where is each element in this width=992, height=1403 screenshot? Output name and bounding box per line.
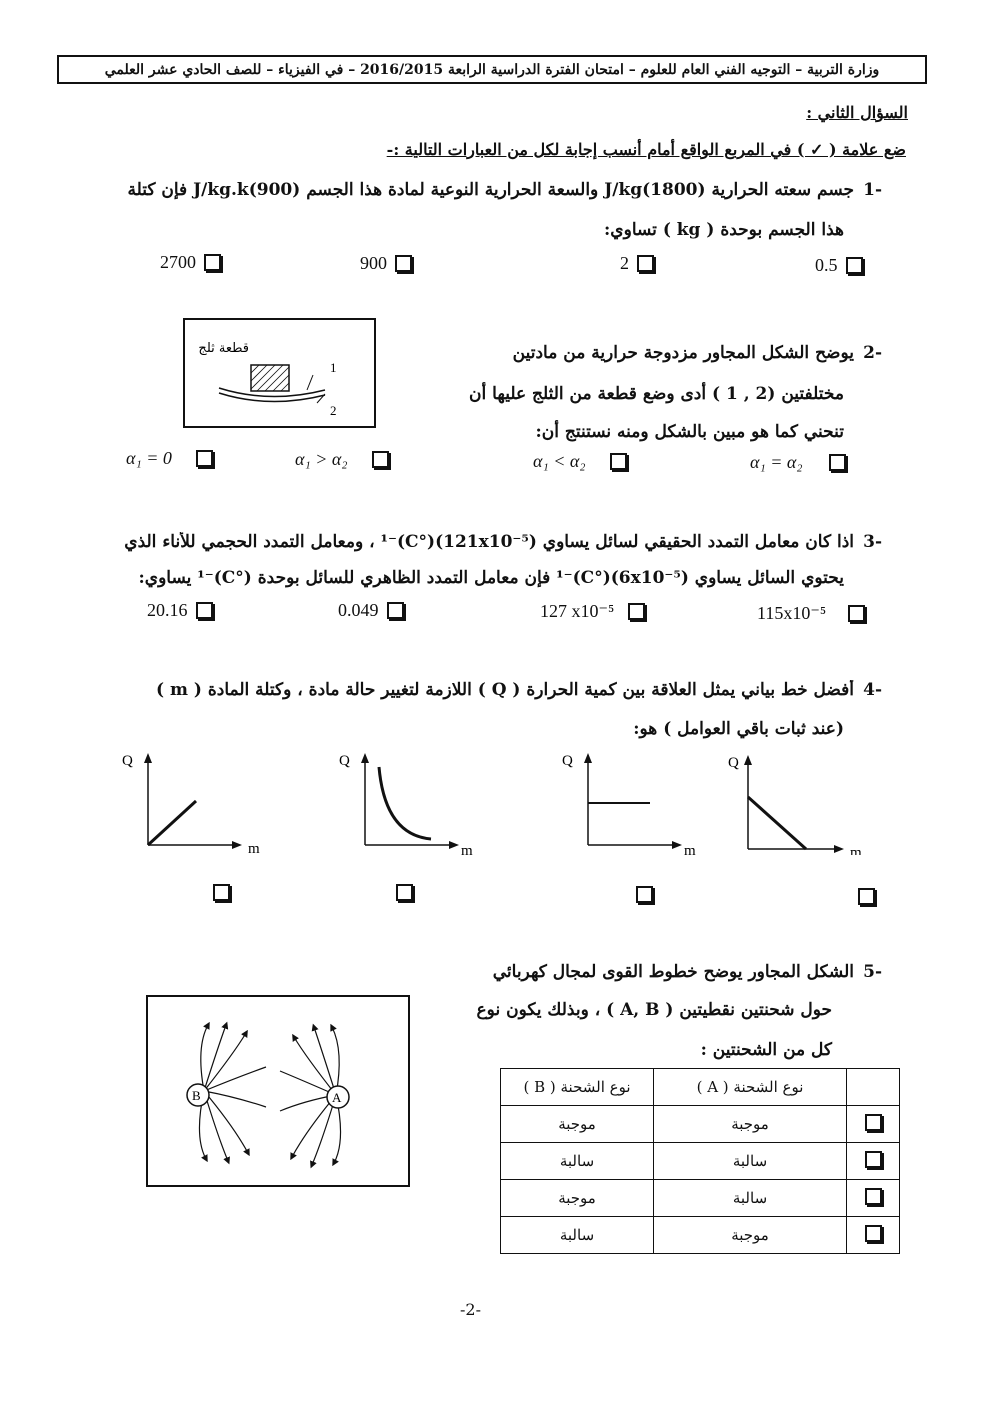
q4-option-falling-checkbox[interactable]	[858, 888, 875, 905]
q1-option-3-checkbox[interactable]	[395, 255, 412, 272]
table-row-4-check[interactable]	[847, 1217, 900, 1254]
q1-option-1[interactable]	[815, 255, 863, 276]
q4-number: 4-	[863, 680, 882, 700]
q2-option-2-value: α₁ < α₂	[533, 451, 586, 471]
q2-option-2[interactable]	[533, 451, 627, 472]
q2-option-3[interactable]	[295, 449, 389, 470]
q5-option-2-checkbox[interactable]	[865, 1151, 882, 1168]
graph1-x-label: m	[248, 841, 260, 855]
bimetal-figure	[183, 318, 376, 428]
q1-option-1-checkbox[interactable]	[846, 257, 863, 274]
table-header-row	[501, 1069, 900, 1106]
q2-option-3-value: α₁ > α₂	[295, 449, 348, 469]
q3-option-4-checkbox[interactable]	[196, 602, 213, 619]
table-row-1-b: موجبة	[501, 1106, 654, 1143]
table-row-4-a: موجبة	[654, 1217, 847, 1254]
q3-option-3-checkbox[interactable]	[387, 602, 404, 619]
table-row-3-a: سالبة	[654, 1180, 847, 1217]
table-row	[501, 1217, 900, 1254]
q1-option-2-checkbox[interactable]	[637, 255, 654, 272]
q5-line1: الشكل المجاور يوضح خطوط القوى لمجال كهربائي	[492, 962, 854, 982]
q3-line1: اذا كان معامل التمدد الحقيقي لسائل يساوي (121x10⁻⁵)(°C)⁻¹ ، ومعامل التمدد الحجمي للأناء الذي	[124, 532, 854, 552]
q2-line1: يوضح الشكل المجاور مزدوجة حرارية من مادتين	[512, 343, 854, 363]
q3-option-1-value: 115x10⁻⁵	[757, 603, 827, 623]
charge-b-label: B	[192, 1088, 201, 1103]
q4-option-rising-checkbox[interactable]	[213, 884, 230, 901]
charge-a-label: A	[332, 1090, 342, 1105]
q4-option-curve-checkbox[interactable]	[396, 884, 413, 901]
graph-rising-line	[118, 745, 268, 859]
exam-header: وزارة التربية – التوجيه الفني العام للعلوم – امتحان الفترة الدراسية الرابعة 2016/2015 – في الفيزياء – للصف الحادي عشر العلمي	[57, 55, 927, 84]
graph1-line	[148, 801, 196, 845]
graph2-y-label: Q	[339, 753, 350, 769]
q1-option-1-value: 0.5	[815, 255, 838, 275]
q2-option-4-value: α₁ = 0	[126, 448, 172, 468]
q3-option-1-checkbox[interactable]	[848, 605, 865, 622]
table-header-a: نوع الشحنة ( A )	[654, 1069, 847, 1106]
q5-option-4-checkbox[interactable]	[865, 1225, 882, 1242]
graph-decreasing-curve	[335, 745, 485, 859]
q1-number: 1-	[863, 180, 882, 200]
q4-option-horizontal-checkbox[interactable]	[636, 886, 653, 903]
ice-label: قطعة ثلج	[198, 341, 249, 356]
table-row-3-check[interactable]	[847, 1180, 900, 1217]
q3-number: 3-	[863, 532, 882, 552]
q2-line3: تنحني كما هو مبين بالشكل ومنه نستنتج أن:	[535, 422, 844, 442]
q2-option-4-checkbox[interactable]	[196, 450, 213, 467]
q4-line2: (عند ثبات باقي العوامل ) هو:	[633, 719, 844, 739]
q1-option-4[interactable]	[160, 252, 221, 273]
table-row	[501, 1180, 900, 1217]
q2-option-1-value: α₁ = α₂	[750, 452, 803, 472]
table-row-2-b: سالبة	[501, 1143, 654, 1180]
table-header-empty	[847, 1069, 900, 1106]
q2-option-2-checkbox[interactable]	[610, 453, 627, 470]
q3-option-2[interactable]	[540, 601, 645, 622]
graph4-line	[748, 797, 806, 849]
q5-option-3-checkbox[interactable]	[865, 1188, 882, 1205]
q4-line1: أفضل خط بياني يمثل العلاقة بين كمية الحرارة ( Q ) اللازمة لتغيير حالة مادة ، وكتلة المادة ( m )	[156, 680, 854, 700]
graph-horizontal-line	[558, 745, 708, 859]
strip-label-1: 1	[330, 360, 337, 375]
table-row-2-a: سالبة	[654, 1143, 847, 1180]
q1-option-3[interactable]	[360, 253, 412, 274]
q3-option-4[interactable]	[147, 600, 213, 621]
table-row-1-check[interactable]	[847, 1106, 900, 1143]
graph2-x-label: m	[461, 843, 473, 855]
graph4-y-label: Q	[728, 755, 739, 771]
q5-option-1-checkbox[interactable]	[865, 1114, 882, 1131]
graph3-y-label: Q	[562, 753, 573, 769]
q1-option-3-value: 900	[360, 253, 387, 273]
q1-option-4-value: 2700	[160, 252, 196, 272]
table-header-b: نوع الشحنة ( B )	[501, 1069, 654, 1106]
q3-option-2-value: 127 x10⁻⁵	[540, 601, 615, 621]
q1-option-2-value: 2	[620, 253, 629, 273]
graph-falling-line	[728, 745, 878, 859]
table-row-4-b: سالبة	[501, 1217, 654, 1254]
page-number: -2-	[460, 1300, 481, 1319]
q3-option-3[interactable]	[338, 600, 404, 621]
q3-option-3-value: 0.049	[338, 600, 379, 620]
q1-line2: هذا الجسم بوحدة ( kg ) تساوي:	[604, 220, 844, 240]
table-row-3-b: موجبة	[501, 1180, 654, 1217]
q1-option-2[interactable]	[620, 253, 654, 274]
q2-option-3-checkbox[interactable]	[372, 451, 389, 468]
instruction: ضع علامة ( ✓ ) في المربع الواقع أمام أنسب إجابة لكل من العبارات التالية :-	[386, 140, 906, 159]
table-row	[501, 1143, 900, 1180]
q2-option-1[interactable]	[750, 452, 846, 473]
section-title: السؤال الثاني :	[806, 103, 908, 122]
q3-option-4-value: 20.16	[147, 600, 188, 620]
graph2-curve	[379, 767, 431, 839]
q5-number: 5-	[863, 962, 882, 982]
graph1-y-label: Q	[122, 753, 133, 769]
q3-option-1[interactable]	[757, 603, 865, 624]
q2-option-1-checkbox[interactable]	[829, 454, 846, 471]
table-row	[501, 1106, 900, 1143]
q3-line2: يحتوي السائل يساوي (6x10⁻⁵)(°C)⁻¹ فإن معامل التمدد الظاهري للسائل بوحدة (°C)⁻¹ يساوي:	[138, 568, 844, 588]
graph3-x-label: m	[684, 843, 696, 855]
charges-table	[500, 1068, 900, 1254]
q1-option-4-checkbox[interactable]	[204, 254, 221, 271]
q2-option-4[interactable]	[126, 448, 213, 469]
q5-line2: حول شحنتين نقطيتين ( A, B ) ، وبذلك يكون نوع	[476, 1000, 832, 1020]
strip-label-2: 2	[330, 403, 337, 418]
table-row-1-a: موجبة	[654, 1106, 847, 1143]
table-row-2-check[interactable]	[847, 1143, 900, 1180]
q5-line3: كل من الشحنتين :	[700, 1040, 832, 1060]
q3-option-2-checkbox[interactable]	[628, 603, 645, 620]
graph4-x-label: m	[850, 845, 862, 855]
q2-line2: مختلفتين (2 , 1 ) أدى وضع قطعة من الثلج عليها أن	[469, 384, 844, 404]
q2-number: 2-	[863, 343, 882, 363]
field-lines-figure	[146, 995, 410, 1187]
q1-line1: جسم سعته الحرارية (1800)J/kg والسعة الحرارية النوعية لمادة هذا الجسم (900)J/kg.k فإن كتلة	[127, 180, 854, 200]
